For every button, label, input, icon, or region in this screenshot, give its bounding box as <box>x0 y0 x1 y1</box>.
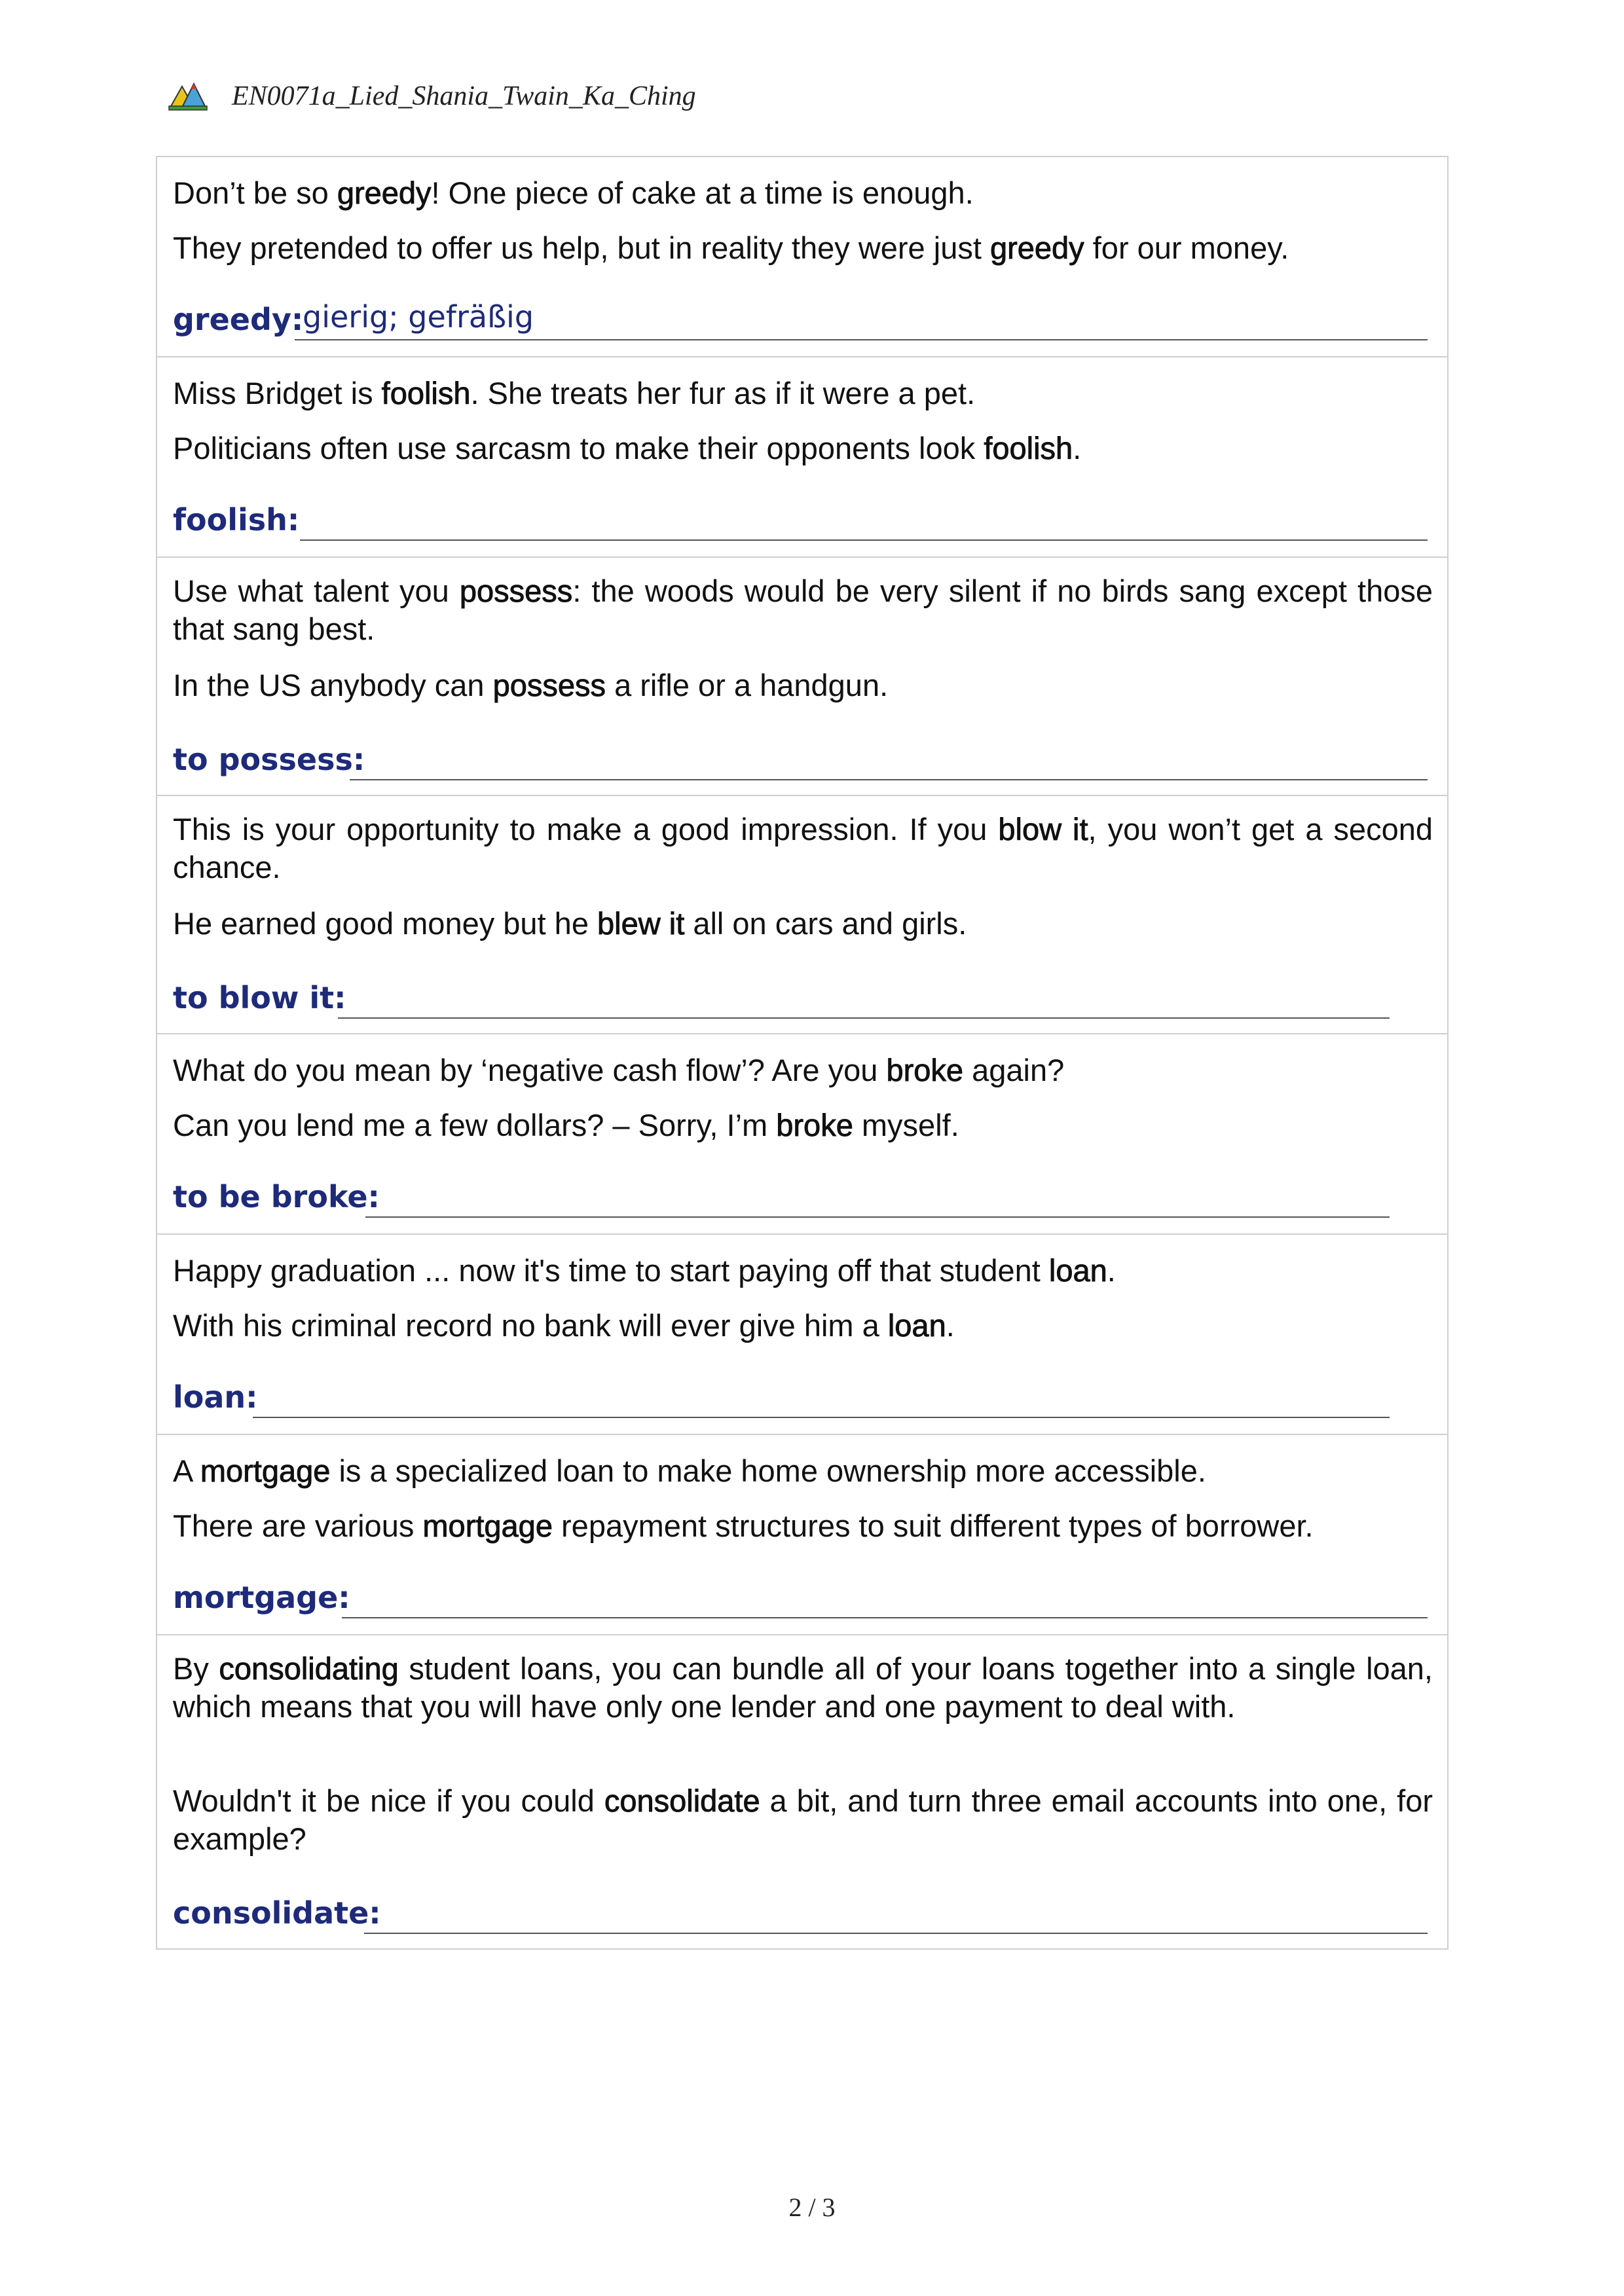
vocab-label: to blow it: <box>173 980 346 1015</box>
answer-line[interactable] <box>342 1617 1428 1618</box>
example-sentence-1: Miss Bridget is foolish. She treats her fur as if it were a pet. <box>173 376 976 410</box>
answer-line[interactable] <box>338 1017 1390 1019</box>
keyword: consolidating <box>219 1651 399 1686</box>
answer-line[interactable] <box>365 1216 1390 1218</box>
keyword: loan <box>887 1308 946 1343</box>
vocabulary-table <box>156 156 1449 1950</box>
example-sentence-2: Wouldn't it be nice if you could consolidate a bit, and turn three email accounts into one, for example? <box>173 1783 1433 1856</box>
vocab-label: greedy: <box>173 302 304 337</box>
keyword: greedy <box>337 175 432 210</box>
answer-text[interactable]: gierig; gefräßig <box>303 299 534 335</box>
keyword: broke <box>776 1108 853 1142</box>
vocab-label: foolish: <box>173 502 300 538</box>
keyword: broke <box>886 1053 964 1087</box>
vocab-row <box>157 1434 1447 1634</box>
page-number: 2 / 3 <box>788 2193 836 2222</box>
vocab-label: loan: <box>173 1379 258 1415</box>
example-sentence-1: This is your opportunity to make a good impression. If you blow it, you won’t get a second chance. <box>173 812 1433 884</box>
keyword: mortgage <box>200 1453 331 1488</box>
vocab-row <box>157 556 1447 795</box>
document-title: EN0071a_Lied_Shania_Twain_Ka_Ching <box>232 81 696 111</box>
keyword: foolish <box>984 431 1073 465</box>
example-sentence-1: What do you mean by ‘negative cash flow’? Are you broke again? <box>173 1053 1065 1087</box>
vocab-label: mortgage: <box>173 1580 350 1615</box>
keyword: possess <box>459 574 573 608</box>
keyword: loan <box>1048 1253 1107 1288</box>
example-sentence-1: Don’t be so greedy! One piece of cake at a time is enough. <box>173 175 974 210</box>
answer-line[interactable] <box>295 339 1428 340</box>
keyword: blew it <box>597 906 685 941</box>
vocab-label: to possess: <box>173 742 365 777</box>
keyword: possess <box>492 668 606 702</box>
example-sentence-1: By consolidating student loans, you can bundle all of your loans together into a single loan, which means that you will have only one lender and one payment to deal with. <box>173 1651 1433 1724</box>
answer-line[interactable] <box>364 1933 1428 1934</box>
vocab-row <box>157 1233 1447 1434</box>
example-sentence-2: Politicians often use sarcasm to make their opponents look foolish. <box>173 431 1082 465</box>
answer-line[interactable] <box>300 539 1428 541</box>
keyword: greedy <box>989 230 1084 265</box>
example-sentence-2: There are various mortgage repayment structures to suit different types of borrower. <box>173 1508 1314 1543</box>
example-sentence-2: In the US anybody can possess a rifle or a handgun. <box>173 668 889 702</box>
vocab-label: to be broke: <box>173 1179 380 1214</box>
vocab-row <box>157 356 1447 556</box>
answer-line[interactable] <box>350 779 1428 780</box>
example-sentence-2: Can you lend me a few dollars? – Sorry, I’m broke myself. <box>173 1108 959 1142</box>
example-sentence-1: A mortgage is a specialized loan to make home ownership more accessible. <box>173 1453 1206 1488</box>
vocab-label: consolidate: <box>173 1895 381 1931</box>
vocab-row <box>157 795 1447 1033</box>
example-sentence-1: Happy graduation ... now it's time to start paying off that student loan. <box>173 1253 1116 1288</box>
mountain-logo-icon <box>168 80 208 113</box>
keyword: foolish <box>381 376 471 410</box>
example-sentence-1: Use what talent you possess: the woods would be very silent if no birds sang except those that sang best. <box>173 574 1433 646</box>
example-sentence-2: He earned good money but he blew it all on cars and girls. <box>173 906 967 941</box>
answer-line[interactable] <box>253 1417 1390 1418</box>
keyword: blow it <box>998 812 1088 847</box>
keyword: mortgage <box>422 1508 553 1543</box>
vocab-row <box>157 157 1447 356</box>
example-sentence-2: They pretended to offer us help, but in reality they were just greedy for our money. <box>173 230 1289 265</box>
vocab-row <box>157 1634 1447 1948</box>
page-header <box>168 73 696 119</box>
keyword: consolidate <box>604 1783 760 1818</box>
vocab-row <box>157 1033 1447 1233</box>
example-sentence-2: With his criminal record no bank will ever give him a loan. <box>173 1308 955 1343</box>
